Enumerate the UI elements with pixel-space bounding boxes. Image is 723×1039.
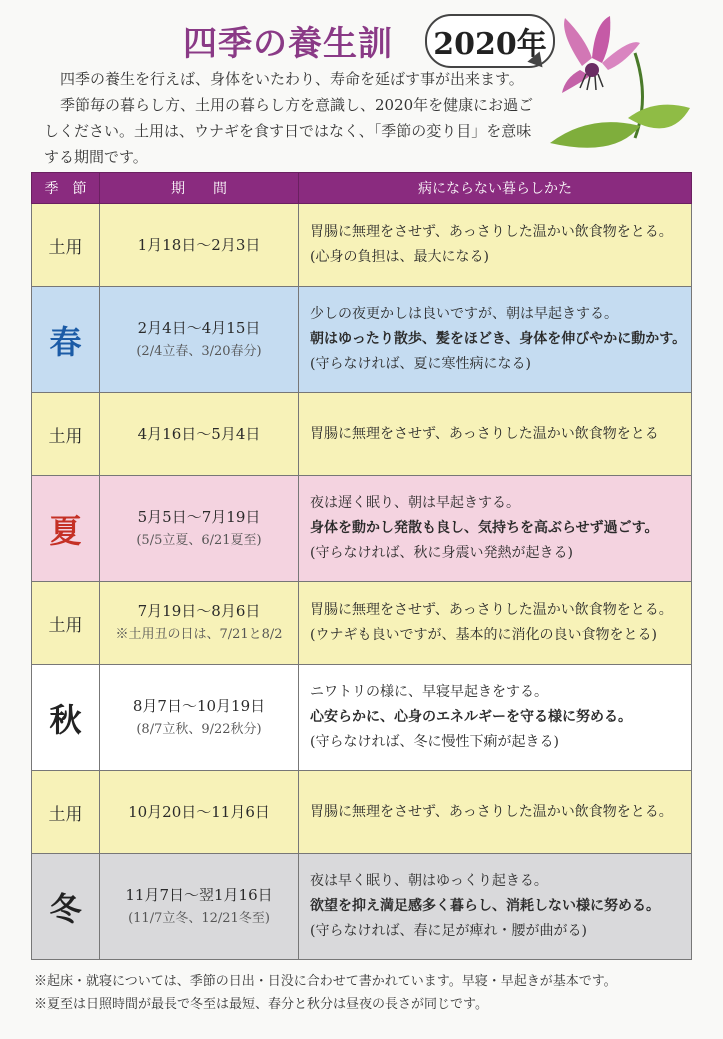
period-text: 5月5日～7月19日 xyxy=(137,507,261,526)
header-period: 期 間 xyxy=(100,173,299,204)
advice-line: 胃腸に無理をさせず、あっさりした温かい飲食物をとる。 xyxy=(310,803,673,820)
advice-line: (守らなければ、秋に身震い発熱が起きる) xyxy=(310,545,573,561)
advice-cell xyxy=(299,665,692,771)
table-row xyxy=(32,204,692,287)
period-cell xyxy=(100,476,299,582)
period-cell xyxy=(100,665,299,771)
period-text: 11月7日～翌1月16日 xyxy=(125,885,273,904)
table-row xyxy=(32,393,692,476)
period-cell xyxy=(100,287,299,393)
period-text: 4月16日～5月4日 xyxy=(137,424,261,443)
advice-line: 夜は早く眠り、朝はゆっくり起きる。 xyxy=(310,873,548,889)
advice-line-bold: 欲望を抑え満足感多く暮らし、消耗しない様に努める。 xyxy=(310,898,660,914)
period-cell xyxy=(100,393,299,476)
period-cell xyxy=(100,854,299,960)
period-subtext: (8/7立秋、9/22秋分) xyxy=(136,721,262,737)
advice-line: ニワトリの様に、早寝早起きをする。 xyxy=(310,684,548,700)
intro-paragraph-2: 季節毎の暮らし方、土用の暮らし方を意識し、2020年を健康にお過ごしください。土用は、ウナギを食す日ではなく、「季節の変り目」を意味する期間です。 xyxy=(44,96,534,166)
advice-cell xyxy=(299,393,692,476)
header-advice: 病にならない暮らしかた xyxy=(299,173,692,204)
advice-line: (心身の負担は、最大になる) xyxy=(310,249,489,265)
season-cell: 土用 xyxy=(32,582,100,665)
season-kanji: 夏 xyxy=(49,511,82,550)
season-kanji: 春 xyxy=(49,322,82,361)
table-row xyxy=(32,854,692,960)
advice-cell xyxy=(299,204,692,287)
advice-line-bold: 心安らかに、心身のエネルギーを守る様に努める。 xyxy=(310,709,632,725)
season-cell: 土用 xyxy=(32,771,100,854)
table-header-row xyxy=(32,173,692,204)
season-kanji: 冬 xyxy=(49,889,82,928)
season-cell: 土用 xyxy=(32,204,100,287)
period-cell xyxy=(100,582,299,665)
period-text: 10月20日～11月6日 xyxy=(128,802,270,821)
advice-line: 夜は遅く眠り、朝は早起きする。 xyxy=(310,495,520,511)
table-row xyxy=(32,476,692,582)
advice-line: 胃腸に無理をさせず、あっさりした温かい飲食物をとる。 xyxy=(310,224,673,240)
period-subtext: ※土用丑の日は、7/21と8/2 xyxy=(115,627,283,642)
header-season: 季 節 xyxy=(32,173,100,204)
advice-line: 少しの夜更かしは良いですが、朝は早起きする。 xyxy=(310,306,618,322)
advice-line-bold: 身体を動かし発散も良し、気持ちを高ぶらせず過ごす。 xyxy=(310,520,659,536)
season-cell xyxy=(32,476,100,582)
advice-line: 胃腸に無理をさせず、あっさりした温かい飲食物をとる xyxy=(310,425,659,442)
advice-cell xyxy=(299,476,692,582)
period-subtext: (11/7立冬、12/21冬至) xyxy=(128,910,270,926)
season-cell xyxy=(32,665,100,771)
period-text: 2月4日～4月15日 xyxy=(137,318,261,337)
advice-line: (ウナギも良いですが、基本的に消化の良い食物をとる) xyxy=(310,627,657,643)
intro-paragraph-1: 四季の養生を行えば、身体をいたわり、寿命を延ばす事が出来ます。 xyxy=(60,70,524,88)
period-subtext: (2/4立春、3/20春分) xyxy=(136,343,262,359)
footnote: ※夏至は日照時間が最長で冬至は最短、春分と秋分は昼夜の長さが同じです。 xyxy=(34,997,488,1012)
season-cell xyxy=(32,287,100,393)
period-text: 8月7日～10月19日 xyxy=(132,696,266,715)
season-kanji: 秋 xyxy=(49,700,82,739)
advice-cell xyxy=(299,771,692,854)
advice-line: (守らなければ、夏に寒性病になる) xyxy=(310,356,531,372)
table-row xyxy=(32,287,692,393)
footnote: ※起床・就寝については、季節の日出・日没に合わせて書かれています。早寝・早起きが基本です。 xyxy=(34,974,617,989)
season-cell: 土用 xyxy=(32,393,100,476)
period-subtext: (5/5立夏、6/21夏至) xyxy=(136,532,262,548)
period-text: 7月19日～8月6日 xyxy=(137,602,261,620)
advice-line-bold: 朝はゆったり散歩、髪をほどき、身体を伸びやかに動かす。 xyxy=(310,331,687,347)
advice-cell xyxy=(299,854,692,960)
season-cell xyxy=(32,854,100,960)
advice-cell xyxy=(299,582,692,665)
year-badge: 2020年 xyxy=(425,14,555,68)
period-cell xyxy=(100,204,299,287)
table-row xyxy=(32,582,692,665)
katakuri-flower-icon xyxy=(540,8,710,168)
advice-line: 胃腸に無理をさせず、あっさりした温かい飲食物をとる。 xyxy=(310,602,673,618)
period-text: 1月18日～2月3日 xyxy=(137,235,261,254)
table-row xyxy=(32,665,692,771)
advice-line: (守らなければ、春に足が痺れ・腰が曲がる) xyxy=(310,923,587,939)
table-row xyxy=(32,771,692,854)
advice-line: (守らなければ、冬に慢性下痢が起きる) xyxy=(310,734,559,750)
page-title: 四季の養生訓 xyxy=(183,24,393,64)
advice-cell xyxy=(299,287,692,393)
period-cell xyxy=(100,771,299,854)
intro-text xyxy=(44,66,544,170)
seasons-table xyxy=(31,172,692,960)
